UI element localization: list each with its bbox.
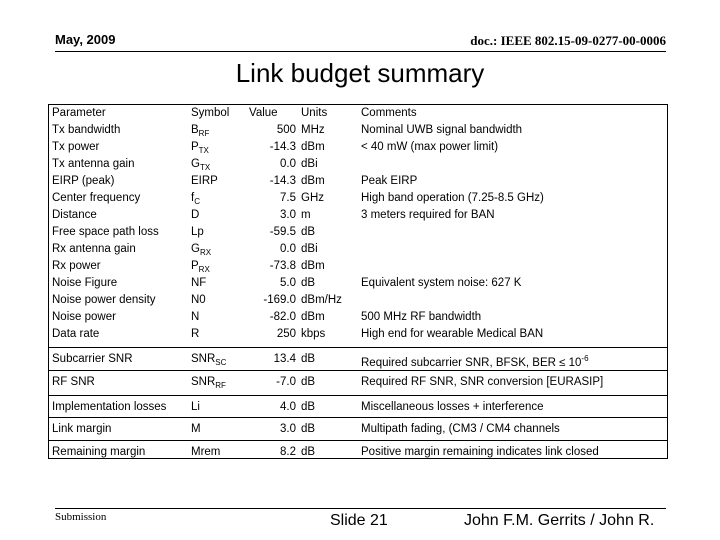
comment-cell — [361, 207, 495, 224]
symbol-subscript: TX — [198, 146, 209, 155]
comment-cell — [361, 139, 498, 156]
comment-cell — [361, 418, 560, 440]
param-cell: Noise power — [52, 311, 116, 323]
value-cell: 250 — [276, 328, 296, 340]
table-row — [49, 207, 667, 224]
symbol-base: SNR — [191, 376, 216, 388]
slide-title: Link budget summary — [235, 58, 485, 88]
unit-cell: dB — [301, 423, 316, 435]
comment-text: Positive margin remaining indicates link closed — [361, 446, 599, 458]
comment-text: 3 meters required for BAN — [361, 209, 495, 221]
param-cell: Tx power — [52, 141, 100, 153]
value-cell: 7.5 — [280, 192, 296, 204]
value-cell: 3.0 — [280, 423, 296, 435]
symbol-base: R — [191, 328, 200, 340]
symbol-base: P — [191, 141, 199, 153]
unit-cell: dB — [301, 226, 316, 238]
comment-text: Peak EIRP — [361, 175, 418, 187]
value-cell: -59.5 — [269, 226, 296, 238]
comment-text: High band operation (7.25-8.5 GHz) — [361, 192, 544, 204]
column-header: Symbol — [191, 107, 230, 119]
param-cell: Rx antenna gain — [52, 243, 136, 255]
comment-superscript: -6 — [581, 354, 589, 363]
comment-text: Nominal UWB signal bandwidth — [361, 124, 523, 136]
symbol-subscript: RX — [198, 265, 210, 274]
table-row — [49, 224, 667, 241]
comment-cell — [361, 396, 544, 418]
comment-cell — [361, 309, 481, 326]
table-row — [49, 173, 667, 190]
unit-cell: dB — [301, 446, 316, 458]
unit-cell: dBm — [301, 141, 325, 153]
footer-submission: Submission — [55, 511, 107, 523]
comment-cell — [361, 441, 599, 463]
comment-text: Required RF SNR, SNR conversion [EURASIP] — [361, 376, 604, 388]
header-doc-id: doc.: IEEE 802.15-09-0277-00-0006 — [470, 33, 666, 48]
param-cell: Center frequency — [52, 192, 141, 204]
symbol-cell — [191, 173, 218, 190]
value-cell: 13.4 — [273, 353, 296, 365]
param-cell: RF SNR — [52, 376, 95, 388]
symbol-base: G — [191, 243, 200, 255]
symbol-cell — [191, 309, 199, 326]
comment-text: Multipath fading, (CM3 / CM4 channels — [361, 423, 560, 435]
value-cell: 500 — [276, 124, 296, 136]
symbol-subscript: RF — [198, 129, 210, 138]
comment-cell — [361, 371, 603, 393]
unit-cell: dB — [301, 401, 316, 413]
table-row — [49, 326, 667, 343]
table-row — [49, 275, 667, 292]
header-date: May, 2009 — [55, 32, 116, 47]
symbol-base: Mrem — [191, 446, 221, 458]
table-row — [49, 258, 667, 275]
symbol-base: Lp — [191, 226, 204, 238]
comment-text: Required subcarrier SNR, BFSK, BER ≤ 10 — [361, 357, 582, 369]
value-cell: 5.0 — [280, 277, 296, 289]
table-row — [49, 241, 667, 258]
symbol-base: G — [191, 158, 200, 170]
comment-text: Equivalent system noise: 627 K — [361, 277, 522, 289]
table-row — [49, 156, 667, 173]
symbol-base: SNR — [191, 353, 216, 365]
unit-cell: dBm — [301, 311, 325, 323]
param-cell: Link margin — [52, 423, 112, 435]
symbol-base: NF — [191, 277, 207, 289]
table-row — [49, 347, 667, 370]
symbol-cell — [191, 224, 204, 241]
comment-text: 500 MHz RF bandwidth — [361, 311, 482, 323]
unit-cell: dB — [301, 277, 316, 289]
unit-cell: dBm — [301, 260, 325, 272]
value-cell: -169.0 — [263, 294, 296, 306]
unit-cell: m — [301, 209, 311, 221]
value-cell: 0.0 — [280, 243, 296, 255]
table-row — [49, 395, 667, 418]
symbol-base: P — [191, 260, 199, 272]
table-row — [49, 292, 667, 309]
symbol-base: EIRP — [191, 175, 218, 187]
param-cell: Implementation losses — [52, 401, 167, 413]
symbol-subscript: C — [194, 197, 200, 206]
symbol-subscript: SC — [215, 358, 227, 367]
symbol-base: N — [191, 311, 200, 323]
unit-cell: dB — [301, 353, 316, 365]
comment-text: High end for wearable Medical BAN — [361, 328, 544, 340]
param-cell: Noise power density — [52, 294, 156, 306]
slide-number: Slide 21 — [330, 512, 388, 529]
comment-cell — [361, 326, 543, 343]
param-cell: EIRP (peak) — [52, 175, 115, 187]
footer-author: John F.M. Gerrits / John R. — [464, 512, 655, 529]
param-cell: Remaining margin — [52, 446, 146, 458]
symbol-cell — [191, 207, 199, 224]
comment-cell — [361, 173, 417, 190]
column-header: Value — [249, 107, 278, 119]
comment-text: Miscellaneous losses + interference — [361, 401, 544, 413]
comment-cell — [361, 122, 522, 139]
symbol-cell — [191, 396, 200, 418]
symbol-cell — [191, 418, 201, 440]
value-cell: -73.8 — [269, 260, 296, 272]
value-cell: 4.0 — [280, 401, 296, 413]
column-header: Parameter — [52, 107, 106, 119]
column-header: Comments — [361, 107, 417, 119]
symbol-base: M — [191, 423, 201, 435]
value-cell: -14.3 — [269, 141, 296, 153]
unit-cell: dB — [301, 376, 316, 388]
symbol-base: f — [191, 192, 195, 204]
comment-cell — [361, 275, 521, 292]
param-cell: Noise Figure — [52, 277, 118, 289]
value-cell: -7.0 — [276, 376, 296, 388]
symbol-cell — [191, 441, 220, 463]
table-row — [49, 417, 667, 440]
unit-cell: GHz — [301, 192, 324, 204]
symbol-base: N0 — [191, 294, 206, 306]
header-divider — [55, 51, 666, 52]
param-cell: Free space path loss — [52, 226, 159, 238]
column-header: Units — [301, 107, 328, 119]
table-row — [49, 440, 667, 463]
table-row — [49, 122, 667, 139]
symbol-subscript: RF — [215, 381, 226, 390]
link-budget-table — [48, 104, 668, 459]
symbol-base: D — [191, 209, 200, 221]
table-row — [49, 139, 667, 156]
unit-cell: dBm — [301, 175, 325, 187]
symbol-base: Li — [191, 401, 200, 413]
symbol-cell — [191, 275, 206, 292]
unit-cell: dBm/Hz — [301, 294, 342, 306]
footer-divider — [55, 508, 666, 509]
param-cell: Subcarrier SNR — [52, 353, 133, 365]
symbol-cell — [191, 326, 199, 343]
value-cell: 0.0 — [280, 158, 296, 170]
unit-cell: dBi — [301, 158, 318, 170]
unit-cell: MHz — [301, 124, 325, 136]
comment-cell — [361, 190, 544, 207]
table-row — [49, 190, 667, 207]
comment-text: < 40 mW (max power limit) — [361, 141, 499, 153]
unit-cell: dBi — [301, 243, 318, 255]
value-cell: 3.0 — [280, 209, 296, 221]
value-cell: -82.0 — [269, 311, 296, 323]
table-row — [49, 309, 667, 326]
table-row — [49, 370, 667, 393]
param-cell: Rx power — [52, 260, 101, 272]
symbol-base: B — [191, 124, 199, 136]
symbol-cell — [191, 371, 226, 397]
symbol-subscript: RX — [199, 248, 212, 257]
symbol-subscript: TX — [199, 163, 211, 172]
param-cell: Tx antenna gain — [52, 158, 135, 170]
symbol-cell — [191, 292, 206, 309]
param-cell: Data rate — [52, 328, 100, 340]
param-cell: Distance — [52, 209, 97, 221]
unit-cell: kbps — [301, 328, 326, 340]
value-cell: -14.3 — [269, 175, 296, 187]
table-header-row — [49, 105, 667, 122]
param-cell: Tx bandwidth — [52, 124, 121, 136]
value-cell: 8.2 — [280, 446, 296, 458]
